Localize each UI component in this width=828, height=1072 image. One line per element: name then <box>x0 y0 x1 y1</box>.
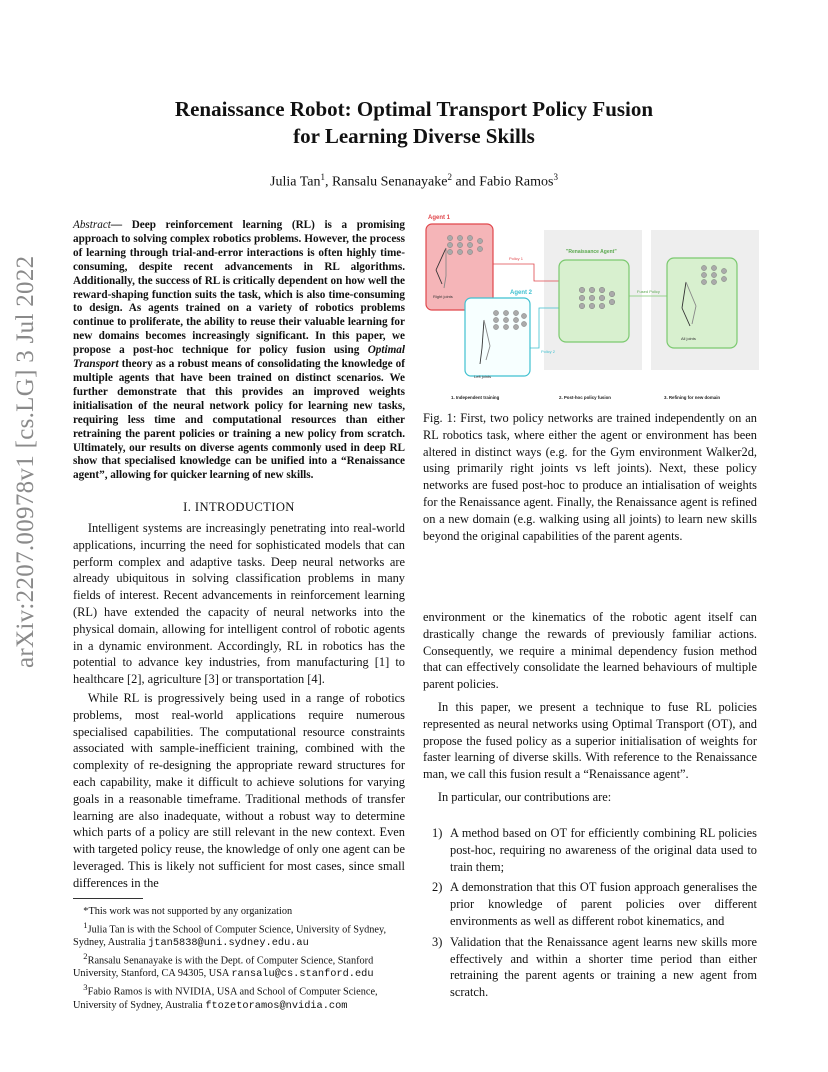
paragraph: In this paper, we present a technique to fuse RL policies represented as neural networks using Optimal Transport (OT), and propose the fused policy as a superior initialisation of weights for faster learning of diverse skills. With reference to the Renaissance man, we call this fusion result a “Renaissance agent”. <box>423 699 757 782</box>
footnote <box>73 919 405 950</box>
author-affiliation: 1 <box>320 172 325 182</box>
step3-label: 3. Refining for new domain <box>664 395 721 400</box>
agent2-label: Agent 2 <box>510 290 533 296</box>
step1-label: 1. Independent training <box>451 395 500 400</box>
footnote-marker: 3 <box>83 982 88 993</box>
left-joints-label: Left joints <box>474 374 492 379</box>
figure-caption: Fig. 1: First, two policy networks are trained independently on an RL robotics task, where either the agent or environment has been altered in distinct ways (e.g. for the Gym environment Walker2d, using primarily right joints vs left joints). Next, these policy networks are fused post-hoc to produce an intialisation of weights for the Renaissance agent. Finally, the Renaissance agent is refined on a new domain (e.g. walking using all joints) to learn new skills beyond the original capabilities of the parent agents. <box>423 411 757 543</box>
list-text: Validation that the Renaissance agent learns new skills more effectively and within a shorter time period than either retraining the parent agents or training a new agent from scratch. <box>450 934 757 1000</box>
list-text: A method based on OT for efficiently combining RL policies post-hoc, requiring no awareness of the original data used to train them; <box>450 826 757 874</box>
intro-body <box>73 520 405 892</box>
author-name: Fabio Ramos <box>479 174 554 190</box>
footnote-marker: 1 <box>83 919 88 930</box>
paragraph: Intelligent systems are increasingly penetrating into real-world applications, incurring the need for sophisticated models that can perform complex and adaptive tasks. Deep neural networks are already ubiquitous in solving classification problems in many fields of interest. Recent advancements in reinforcement learning (RL) have extended the capacity of neural networks into the physical domain, allowing for intelligent control of robotic agents in a dynamic environment. Accordingly, RL in robotics has the potential to advance key industries, from manufacturing [1] to healthcare [2], agriculture [3] or transportation [4]. <box>73 521 405 687</box>
abstract-emphasis: Optimal Transport <box>73 344 405 371</box>
footnote-marker: 2 <box>83 951 88 962</box>
email-link[interactable]: jtan5838@uni.sydney.edu.au <box>148 937 309 950</box>
author-affiliation: 2 <box>447 172 452 182</box>
right-joints-label: Right joints <box>433 294 453 299</box>
list-number: 1) <box>432 826 443 840</box>
author-affiliation: 3 <box>553 172 558 182</box>
section-heading: I. INTRODUCTION <box>183 500 295 514</box>
author-separator: , <box>325 174 332 190</box>
list-item <box>423 825 757 875</box>
policy1-label: Policy 1 <box>509 256 524 261</box>
arxiv-identifier: arXiv:2207.00978v1 [cs.LG] 3 Jul 2022 <box>12 255 39 668</box>
abstract-dash: — <box>110 219 123 231</box>
footnote-text: Ransalu Senanayake is with the Dept. of Computer Science, Stanford University, Stanford, CA 94305, USA <box>73 955 374 980</box>
figure-1 <box>424 208 759 404</box>
abstract-text: Deep reinforcement learning (RL) is a promising approach to solving complex robotics problems. However, the process of learning through trial-and-error interactions is often highly time-consuming, despite recent advancements in RL algorithms. Additionally, the success of RL is critically dependent on how well the reward-shaping function suits the task, which is also time-consuming to design. As agents trained on a variety of robotics problems continue to proliferate, the ability to reuse their valuable learning for new domains becomes increasingly significant. In this paper, we propose a post-hoc technique for policy fusion using <box>73 219 405 357</box>
footnote: *This work was not supported by any organization <box>83 906 293 917</box>
footnote <box>73 950 405 981</box>
figure-diagram <box>424 208 759 404</box>
paragraph: In particular, our contributions are: <box>437 789 612 804</box>
list-item <box>423 879 757 929</box>
list-number: 3) <box>432 934 443 949</box>
author-separator: and <box>451 174 480 190</box>
list-item <box>423 934 757 1001</box>
abstract-label: Abstract <box>73 219 111 231</box>
footnote-rule <box>73 898 143 899</box>
agent1-label: Agent 1 <box>428 215 451 221</box>
list-text: A demonstration that this OT fusion approach generalises the prior knowledge of parent policies over different environments as well as different robot kinematics, and <box>450 880 757 928</box>
email-link[interactable]: ftozetoramos@nvidia.com <box>205 999 348 1012</box>
policy2-label: Policy 2 <box>541 349 556 354</box>
abstract-text: theory as a robust means of consolidating the knowledge of multiple agents that have been trained on distinct scenarios. We further demonstrate that this provides an improved weights initialisation of the neural network policy for learning new tasks, requiring less time and computational resources than either retraining the parent policies or training a new policy from scratch. Ultimately, our results on diverse agents commonly used in deep RL show that specialised knowledge can be unified into a “Renaissance agent”, allowing for quicker learning of new skills. <box>73 358 405 482</box>
agent2-box <box>465 298 530 376</box>
title-line-2: for Learning Diverse Skills <box>293 124 535 148</box>
all-joints-label: All joints <box>681 336 696 341</box>
contributions-list <box>423 825 757 1005</box>
paper-title <box>60 96 768 150</box>
paragraph: While RL is progressively being used in a range of robotics problems, most real-world applications require numerous specialised capabilities. The computational resource constraints associated with sample-inefficient training, combined with the complexity of re-designing the appropriate reward structures for each capability, make it difficult to achieve solutions for varying goals in a reasonable timeframe. Traditional methods of transfer learning are also inadequate, without a robust way to determine which parts of a policy are still relevant in the new context. Even with targeted policy reuse, the knowledge of only one agent can be leveraged. This is likely not sufficient for most cases, since small differences in the <box>73 690 405 890</box>
abstract <box>73 219 405 483</box>
step2-label: 2. Post-hoc policy fusion <box>559 395 611 400</box>
right-column-body <box>423 609 757 812</box>
author-name: Julia Tan <box>270 174 321 190</box>
fused-label: Fused Policy <box>637 289 660 294</box>
footnotes <box>73 906 405 1013</box>
title-line-1: Renaissance Robot: Optimal Transport Policy Fusion <box>174 97 654 121</box>
renaissance-box <box>559 260 629 342</box>
footnote-text: Julia Tan is with the School of Computer Science, University of Sydney, Sydney, Australia <box>73 924 387 949</box>
email-link[interactable]: ransalu@cs.stanford.edu <box>231 968 374 981</box>
paragraph: environment or the kinematics of the robotic agent itself can drastically change the rewards of previously familiar actions. Consequently, we require a minimal dependency fusion method that can effectively consolidate the learned behaviours of multiple parent policies. <box>423 610 757 692</box>
renaissance-label: "Renaissance Agent" <box>566 249 617 255</box>
list-number: 2) <box>432 880 443 895</box>
author-name: Ransalu Senanayake <box>332 174 448 190</box>
author-list <box>60 172 768 191</box>
footnote <box>73 981 405 1012</box>
footnote-text: Fabio Ramos is with NVIDIA, USA and School of Computer Science, University of Sydney, Australia <box>73 986 378 1011</box>
